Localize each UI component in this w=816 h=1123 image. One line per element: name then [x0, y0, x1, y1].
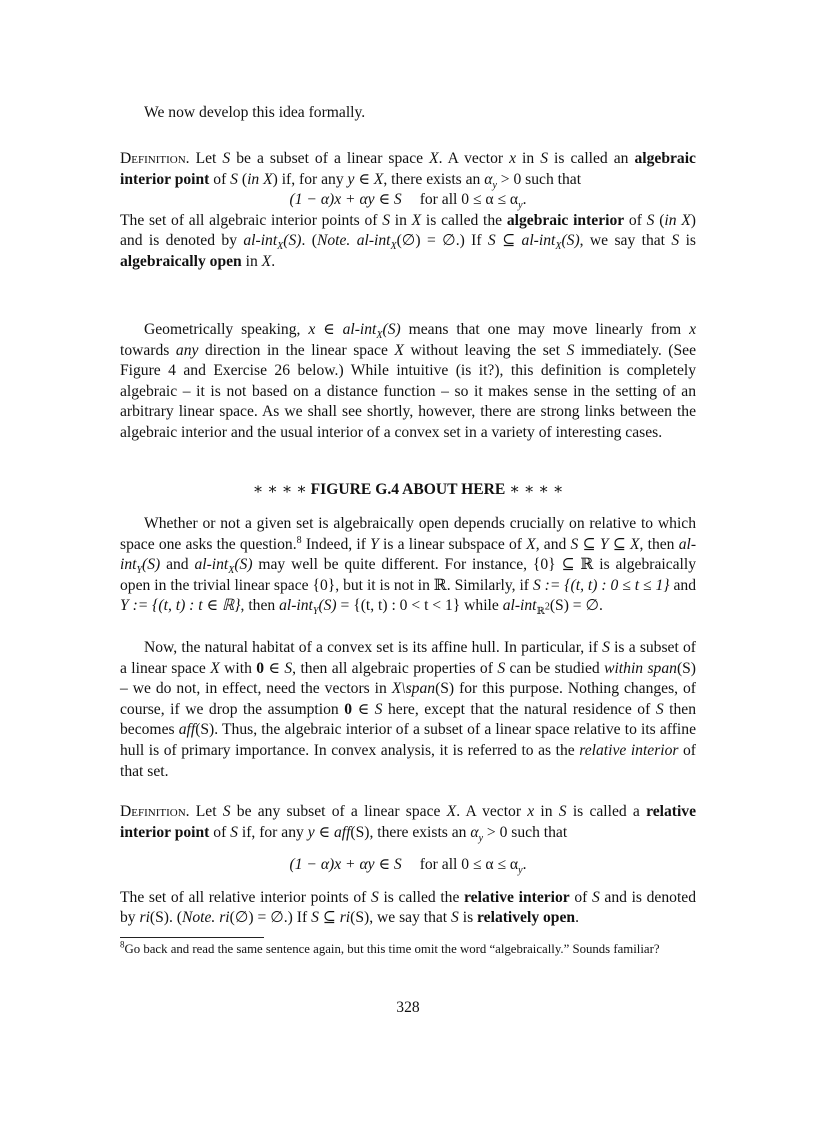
term-relative-interior-point: relative interior point	[120, 803, 696, 841]
equation-2: (1 − α)x + αy ∈ S for all $0 \le \alpha \le \alpha_y$.	[289, 856, 527, 877]
paragraph-relative-space: Whether or not a given set is algebraically open depends crucially on relative to which space one asks the question.$^8$ Indeed, if Y is a linear subspace of X, and S ⊆ Y ⊆ X, then al-int$_Y$(S) and al-int$_X$(S) may well be quite different. For instance, {0} ⊆ ℝ is algebraically open in the trivial linear space {0}, but it is not in ℝ. Similarly, if S := {(t, t) : 0 ≤ t ≤ 1} and Y := {(t, t) : t ∈ ℝ}, then al-int$_Y$(S) = {(t, t) : 0 < t < 1} while al-int$_{ℝ^2}$(S) = ∅.	[120, 515, 697, 618]
figure-label: FIGURE G.4 ABOUT HERE	[310, 481, 506, 498]
paragraph-geometric: Geometrically speaking, x ∈ al-int$_X$(S) means that one may move linearly from x towards any direction in the linear space X without leaving the set S immediately. (See Figure 4 and Exercise 26 below.) While intuitive (is it?), this definition is completely algebraic – it is not based on a distance function – so it makes sense in the setting of an arbitrary linear space. As we shall see shortly, however, there are strong links between the algebraic interior and the usual interior of a convex set in a variety of interesting cases.	[120, 321, 696, 441]
term-relatively-open: relatively open	[477, 909, 576, 927]
page-number: 328	[396, 999, 420, 1016]
footnote-mark: 8	[296, 534, 302, 546]
footnote-rule	[120, 937, 264, 938]
term-algebraic-interior-point: algebraic interior point	[120, 150, 696, 188]
intro-paragraph: We now develop this idea formally.	[144, 104, 366, 121]
emphasis-any: any	[175, 341, 199, 359]
definition-label-2: Definition	[120, 803, 186, 820]
paragraph-affine-hull: Now, the natural habitat of a convex set is its affine hull. In particular, if S is a subset of a linear space X with 0 ∈ S, then all algebraic properties of S can be studied within span(S) – we do not, in effect, need the vectors in X\span(S) for this purpose. Nothing changes, of course, if we drop the assumption 0 ∈ S here, except that the natural residence of S then becomes aff(S). Thus, the algebraic interior of a subset of a linear space relative to its affine hull is of primary importance. In convex analysis, it is referred to as the relative interior of that set.	[120, 639, 697, 780]
figure-placeholder: ∗ ∗ ∗ ∗ FIGURE G.4 ABOUT HERE ∗ ∗ ∗ ∗	[252, 481, 564, 498]
footnote: $^8$Go back and read the same sentence again, but this time omit the word “algebraically.” Sounds familiar?	[120, 939, 660, 956]
term-algebraically-open: algebraically open	[120, 252, 242, 270]
definition-relative-interior: Definition. Let S be any subset of a linear space X. A vector x in S is called a relative interior point of S if, for any y ∈ aff(S), there exists an $\alpha_y > 0$ such that (1 − α)x + αy ∈ S for all $0 \le \alpha \le \alpha_y$. The set of all relative interior points of S is called the relative interior of S and is denoted by ri(S). (Note. ri(∅) = ∅.) If S ⊆ ri(S), we say that S is relatively open.	[120, 803, 696, 927]
term-relative-interior-emph: relative interior	[579, 741, 679, 759]
footnote-number: 8	[120, 939, 125, 950]
definition-algebraic-interior: Definition. Let S be a subset of a linear space X. A vector x in S is called an algebraic interior point of S (in X) if, for any y ∈ X, there exists an $\alpha_y > 0$ such that (1 − α)x + αy ∈ S for all $0 \le \alpha \le \alpha_y$. The set of all algebraic interior points of S in X is called the algebraic interior of S (in X) and is denoted by al-int$_X$(S). (Note. al-int$_X$(∅) = ∅.) If S ⊆ al-int$_X$(S), we say that S is algebraically open in X.	[120, 150, 696, 270]
term-relative-interior: relative interior	[464, 888, 570, 906]
term-algebraic-interior: algebraic interior	[506, 211, 625, 229]
equation-1: (1 − α)x + αy ∈ S for all $0 \le \alpha \le \alpha_y$.	[289, 191, 527, 212]
definition-label: Definition	[120, 150, 186, 167]
